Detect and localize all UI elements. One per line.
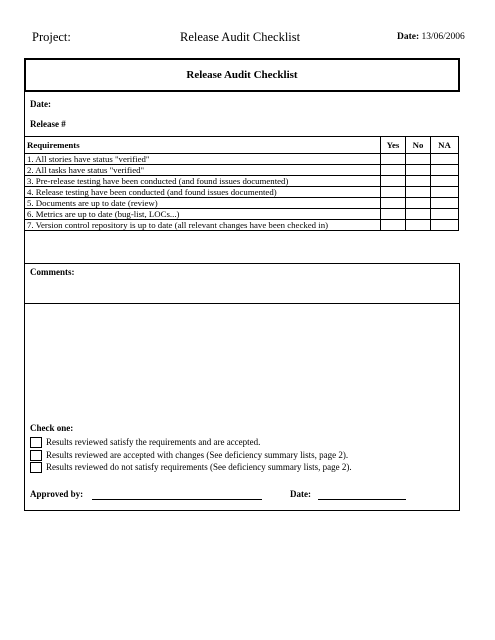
page-header xyxy=(0,0,495,60)
requirement-text: 7. Version control repository is up to date (all relevant changes have been checked in) xyxy=(25,220,381,231)
header-project-label: Project: xyxy=(32,30,71,44)
date-label: Date: xyxy=(30,99,51,109)
approved-by-label: Approved by: xyxy=(30,489,84,499)
no-cell[interactable] xyxy=(406,176,431,187)
yes-cell[interactable] xyxy=(381,220,406,231)
header-title: Release Audit Checklist xyxy=(180,30,301,44)
requirement-text: 6. Metrics are up to date (bug-list, LOCs...) xyxy=(25,209,381,220)
requirement-text: 4. Release testing have been conducted (and found issues documented) xyxy=(25,187,381,198)
option-accepted-checkbox[interactable] xyxy=(30,437,42,448)
table-row xyxy=(25,220,459,231)
table-row xyxy=(25,165,459,176)
no-cell[interactable] xyxy=(406,220,431,231)
no-cell[interactable] xyxy=(406,198,431,209)
requirements-header-row xyxy=(25,137,459,154)
yes-cell[interactable] xyxy=(381,209,406,220)
col-yes-header: Yes xyxy=(381,137,406,154)
table-row xyxy=(25,176,459,187)
na-cell[interactable] xyxy=(431,176,459,187)
table-row xyxy=(25,198,459,209)
requirements-table xyxy=(24,136,459,231)
form-title-box xyxy=(24,58,460,92)
yes-cell[interactable] xyxy=(381,176,406,187)
option-changes-label: Results reviewed are accepted with changes (See deficiency summary lists, page 2). xyxy=(46,450,349,460)
requirements-header: Requirements xyxy=(25,137,381,154)
yes-cell[interactable] xyxy=(381,165,406,176)
table-row xyxy=(25,154,459,165)
option-accepted-label: Results reviewed satisfy the requirements and are accepted. xyxy=(46,437,261,447)
na-cell[interactable] xyxy=(431,220,459,231)
comments-label: Comments: xyxy=(30,267,75,277)
yes-cell[interactable] xyxy=(381,198,406,209)
option-rejected-label: Results reviewed do not satisfy requirements (See deficiency summary lists, page 2). xyxy=(46,462,352,472)
release-label: Release # xyxy=(30,119,66,129)
no-cell[interactable] xyxy=(406,154,431,165)
table-row xyxy=(25,209,459,220)
check-one-label: Check one: xyxy=(30,423,74,433)
yes-cell[interactable] xyxy=(381,187,406,198)
na-cell[interactable] xyxy=(431,165,459,176)
requirement-text: 1. All stories have status "verified" xyxy=(25,154,381,165)
approval-date-label: Date: xyxy=(290,489,311,499)
form-title: Release Audit Checklist xyxy=(186,69,298,81)
header-date-label: Date: xyxy=(397,32,420,42)
option-rejected-checkbox[interactable] xyxy=(30,462,42,473)
approved-by-line[interactable] xyxy=(92,489,262,500)
requirement-text: 3. Pre-release testing have been conducted (and found issues documented) xyxy=(25,176,381,187)
col-na-header: NA xyxy=(431,137,459,154)
no-cell[interactable] xyxy=(406,187,431,198)
header-date-value: 13/06/2006 xyxy=(421,32,465,42)
no-cell[interactable] xyxy=(406,209,431,220)
option-changes-checkbox[interactable] xyxy=(30,450,42,461)
approval-date-line[interactable] xyxy=(318,489,406,500)
na-cell[interactable] xyxy=(431,187,459,198)
na-cell[interactable] xyxy=(431,154,459,165)
no-cell[interactable] xyxy=(406,165,431,176)
yes-cell[interactable] xyxy=(381,154,406,165)
na-cell[interactable] xyxy=(431,209,459,220)
header-date xyxy=(397,32,465,42)
comments-box[interactable] xyxy=(24,263,460,304)
review-box xyxy=(24,303,460,511)
requirement-text: 2. All tasks have status "verified" xyxy=(25,165,381,176)
na-cell[interactable] xyxy=(431,198,459,209)
col-no-header: No xyxy=(406,137,431,154)
requirement-text: 5. Documents are up to date (review) xyxy=(25,198,381,209)
table-row xyxy=(25,187,459,198)
